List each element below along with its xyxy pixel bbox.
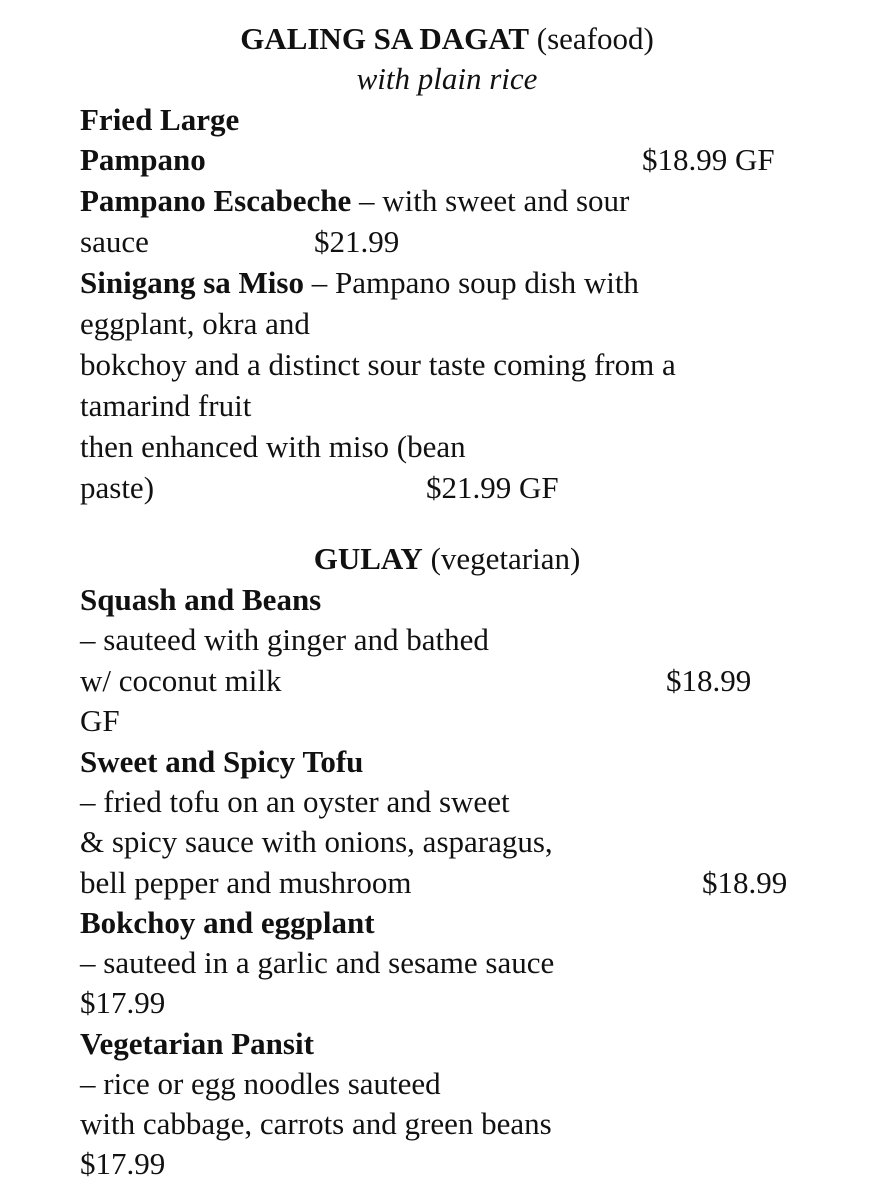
seafood-heading: [0, 19, 894, 59]
sinigang-desc-line2: eggplant, okra and: [80, 306, 310, 341]
squash-gf-label: GF: [80, 703, 120, 738]
vegetarian-heading-note: (vegetarian): [422, 541, 581, 576]
escabeche-desc-line2: sauce: [80, 224, 149, 259]
vegetarian-heading-title: GULAY: [313, 541, 423, 576]
sinigang-price: $21.99 GF: [426, 470, 559, 505]
sinigang-desc-line5: then enhanced with miso (bean: [80, 429, 466, 464]
sinigang-desc-line4: tamarind fruit: [80, 388, 252, 423]
pansit-desc-line2: with cabbage, carrots and green beans: [80, 1106, 552, 1141]
squash-price: $18.99: [666, 663, 752, 698]
bokchoy-desc: – sauteed in a garlic and sesame sauce: [80, 945, 555, 980]
escabeche-desc: – with sweet and sour: [351, 183, 630, 218]
bokchoy-price: $17.99: [80, 985, 166, 1020]
pansit-desc-line1: – rice or egg noodles sauteed: [80, 1066, 441, 1101]
pansit-price: $17.99: [80, 1146, 166, 1181]
sinigang-desc: – Pampano soup dish with: [303, 265, 639, 300]
seafood-heading-title: GALING SA DAGAT: [240, 21, 529, 56]
sinigang-desc-line6: paste): [80, 470, 155, 505]
pampano-name-line1: Fried Large: [80, 102, 240, 137]
vegetarian-heading: [0, 539, 894, 579]
tofu-desc-line3: bell pepper and mushroom: [80, 865, 412, 900]
seafood-heading-note: (seafood): [529, 21, 654, 56]
squash-desc-line1: – sauteed with ginger and bathed: [80, 622, 489, 657]
squash-name: Squash and Beans: [80, 582, 322, 617]
tofu-name: Sweet and Spicy Tofu: [80, 744, 364, 779]
sinigang-name: Sinigang sa Miso: [80, 265, 304, 300]
pansit-name: Vegetarian Pansit: [80, 1026, 314, 1061]
escabeche-price: $21.99: [314, 224, 400, 259]
bokchoy-name: Bokchoy and eggplant: [80, 905, 375, 940]
squash-desc-line2: w/ coconut milk: [80, 663, 282, 698]
seafood-subheading: with plain rice: [356, 61, 538, 96]
tofu-desc-line2: & spicy sauce with onions, asparagus,: [80, 824, 553, 859]
tofu-price: $18.99: [702, 865, 788, 900]
tofu-desc-line1: – fried tofu on an oyster and sweet: [80, 784, 510, 819]
pampano-name-line2: Pampano: [80, 142, 206, 177]
sinigang-item: [80, 263, 639, 303]
pampano-price: $18.99 GF: [642, 142, 775, 177]
escabeche-name: Pampano Escabeche: [80, 183, 352, 218]
escabeche-item: [80, 181, 629, 221]
sinigang-desc-line3: bokchoy and a distinct sour taste coming from a: [80, 347, 676, 382]
